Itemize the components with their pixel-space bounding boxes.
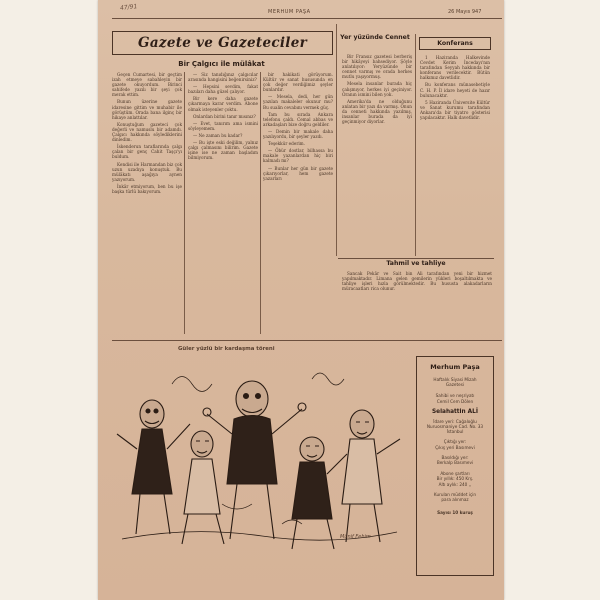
imprint-section [417, 393, 493, 403]
page-date: 26 Mayıs 947 [448, 9, 482, 15]
imprint-section [417, 419, 493, 435]
imprint-line: Çıkış yeri Basımevi [435, 444, 475, 450]
paragraph: — Siz tanıdığınız çalgıcılar arasında hangisini beğenirsiniz? [188, 72, 258, 83]
paragraph: Tam bu sırada Ankara telefonu çaldı. Cemal abbas ve arkadaşları bize doğru geldiler. [263, 111, 333, 127]
imprint-line: Haftalık Siyasi Mizah [433, 377, 477, 382]
imprint-section [417, 471, 493, 487]
paragraph: Sancak Pekâr ve Sait bin Ali tarafından yeni bir hizmet yapılmaktadır. Limana gelen gemilerin yükleri boşaltılmakta ve tahliye işleri hızla görülmektedir. Bu hususta alakadarların müracaatları rica olunur. [342, 271, 492, 292]
article-column-1 [112, 72, 182, 335]
imprint-box [416, 356, 494, 576]
page-title: Gazete ve Gazeteciler [112, 31, 333, 55]
cartoon-caption: Güler yüzlü bir kardaşma töreni [178, 346, 275, 352]
imprint-line: Kurulan müddet için [433, 491, 477, 497]
imprint-line: Nuruosmaniye Cad. No. 33 [426, 424, 484, 430]
imprint-line: Basıldığı yer: [441, 454, 469, 460]
imprint-section [417, 439, 493, 449]
paragraph: — Demin bir makale daha yazılıyordu, bir şeyler yazdı. [263, 128, 333, 140]
paragraph: — Bu işte eski değilim, yalnız çalgı çalmasını bilirim. Gazete işine ise ne zaman başladım bilmiyorum. [188, 140, 258, 161]
paragraph: Bunun üzerine gazete idaresine gittim ve muhabir ile görüştüm. Orada bana ilginç bir hikaye anlattılar. [112, 99, 182, 120]
paragraph: 5 Haziranda Üniversite Kültür ve Sanat kurumu tarafından Ankara'da bir tiyatro gösterisi yapılacaktır. Halk davetlidir. [420, 99, 490, 121]
cartoon-illustration [112, 354, 404, 560]
paragraph: Bir Fransız gazetesi berberiş bir hikâyeyi bahsediyor. Şöyle anlatılıyor: Yeryüzünde bir cennet varmış ve orada herkes mutlu yaşıyormuş. [342, 54, 412, 80]
imprint-owner: Selahattin ALİ [431, 408, 479, 415]
paragraph: 1 Haziranda Halkevinde Cevdet Kerim İncedayı'nın tarafından Seyyah hakkında bir konferans verilecektir. Bütün halkımız davetlidir. [420, 55, 490, 81]
paragraph: — Bunlar her gün bir gazete çıkarıyorlar, hem gazete yazarları [263, 165, 333, 181]
imprint-line: Sahibi ve neşriyatı [435, 393, 475, 399]
column-divider [415, 34, 416, 256]
column-divider [336, 24, 337, 256]
paragraph: Kendisi ile Harmandan biz çok uzun uzadıya konuştuk. Bu mülâkatı aşağıya aynen yazıyorum. [112, 161, 182, 182]
section-rule [338, 258, 494, 259]
paragraph: Geçen Cumartesi, bir geçtim izah etmeye sabahleyin bir gazete okuyordum. Birinci sahifede yazılı bir şeyi çok merak ettim. [112, 72, 182, 98]
tahmil-title: Tahmil ve tahliye [386, 260, 446, 267]
paragraph: İskenderun taraflarında çalgı çalan bir genç Cahit Taşçı'yı buldum. [112, 144, 182, 160]
column-divider [260, 72, 261, 334]
paragraph: Onlardan birini tanır mısınız? [193, 113, 256, 119]
article-column-3 [263, 72, 333, 335]
paragraph: Teşekkür ederim. [268, 141, 305, 147]
imprint-section [417, 492, 493, 502]
imprint-line: İstanbul [446, 429, 464, 435]
imprint-line: Gazetesi [445, 382, 465, 388]
paragraph: — Evet, tanırım ama ismini söyleyemem. [188, 120, 258, 131]
cartoon-signature: Münif Fehim [340, 534, 371, 540]
paragraph: Amerika'da ne olduğunu anlatan bir yazı da varmış. Onun da cenneti hakkında yazılmış, insanlar burada da iyi geçinmiyor diyorlar. [342, 98, 412, 125]
header-rule [112, 18, 502, 19]
paragraph: — Hepsini sevdim, fakat bazıları daha güzel çalıyor. [188, 84, 258, 95]
paragraph: Konuştuğum gazeteci çok değerli ve namuslu bir adamdı. Çalgıcı hakkında söylediklerini dinledim. [112, 121, 182, 143]
konferans-body [420, 55, 490, 255]
imprint-line: Cemil Cem Dölen [436, 398, 474, 404]
cennet-body [342, 54, 412, 254]
handwritten-note: 47/91 [119, 3, 138, 12]
imprint-line: Çıktığı yer: [443, 439, 467, 445]
imprint-price: Sayısı 10 kuruş [437, 510, 473, 516]
paragraph: — Öbür dostlar, bilhassa bu makale yazanlardan hiç biri kalmadı mı? [263, 148, 333, 164]
konferans-title: Konferans [419, 37, 491, 50]
paragraph: Mesela insanlar burada hiç çalışmıyor, herkes iyi geçiniyor. Oranın ismini bilen yok. [342, 81, 412, 97]
paragraph: — Mesela, dedi, her gün yazılan makaleler okunur mu? Bu sualin cevabını vermek güç. [263, 94, 333, 110]
article-column-2 [188, 72, 258, 335]
column-divider [184, 72, 185, 334]
imprint-line: Berkalp Basımevi [436, 460, 474, 466]
imprint-section [417, 455, 493, 465]
newspaper-page [98, 0, 504, 600]
cennet-title: Yer yüzünde Cennet [340, 34, 410, 41]
paragraph: bir hakikati görüyorum. Kültür ve sanat hususunda en çok değer verdiğimiz şeyler bunlardır. [263, 72, 333, 93]
paragraph: Bu konferans münasebetiyle C. H. P. İl idare heyeti de hazır bulunacaktır. [420, 82, 490, 98]
paragraph: İnkâr etmiyorum, ben bu işe başka türlü bakıyorum. [112, 183, 182, 194]
section-rule [112, 340, 502, 341]
imprint-title: Merhum Paşa [430, 363, 480, 371]
paragraph: — Ne zaman bu kadar? [193, 132, 243, 138]
imprint-line: Altı aylık: 240 ,, [438, 481, 472, 487]
imprint-line: para alınmaz [441, 497, 469, 503]
masthead: MERHUM PAŞA [268, 9, 311, 15]
imprint-section [417, 377, 493, 387]
article-subtitle: Bir Çalgıcı ile mülâkat [178, 60, 265, 68]
paragraph: Bir kere daha gazete çıkarmaya karar verdim. Abone olmak isteyenler çoktu. [188, 96, 258, 112]
imprint-line: Bir yıllık: 450 Krş. [436, 476, 474, 482]
imprint-line: İdare yeri: Cağaloğlu [433, 418, 477, 424]
tahmil-body [342, 271, 492, 331]
imprint-line: Abone şartları [440, 471, 470, 477]
